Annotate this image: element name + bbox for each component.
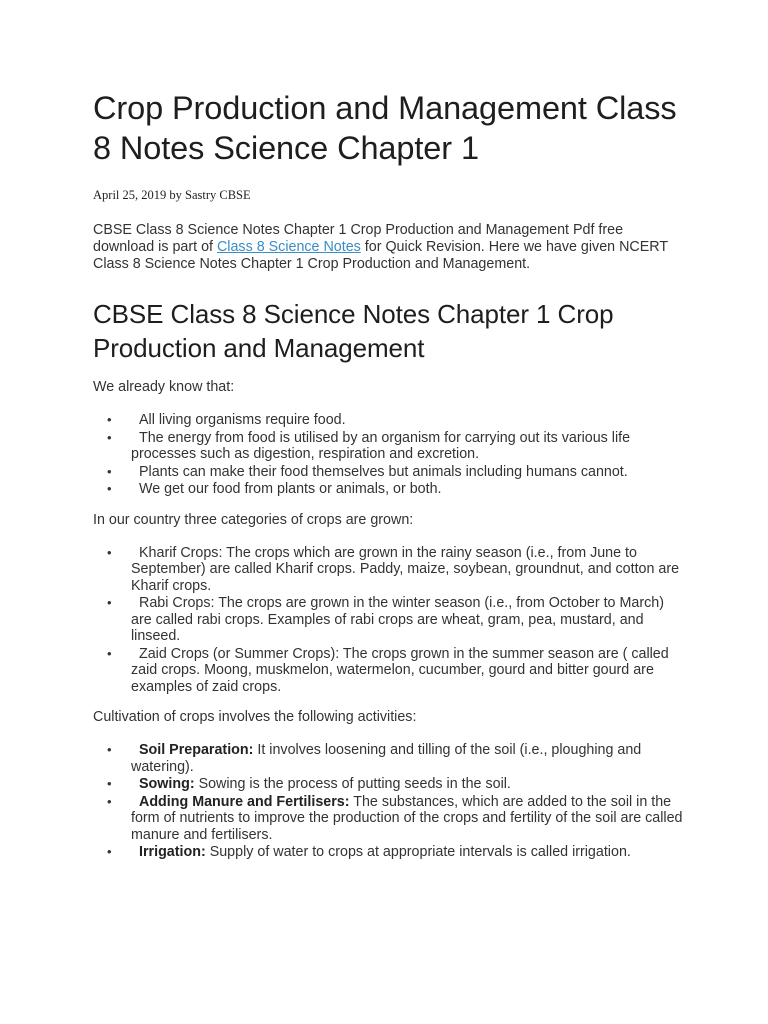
list-item [107, 429, 684, 463]
intro-text-before-link: CBSE Class 8 Science Notes Chapter 1 Crop Production and Management Pdf free download is part of [93, 222, 624, 255]
term-label: Sowing: [139, 776, 195, 792]
intro-paragraph [93, 222, 684, 273]
bullet-icon: • [107, 645, 112, 661]
bullet-icon: • [107, 595, 112, 610]
term-description: The substances, which are added to the soil in the form of nutrients to improve the production of the crops and fertility of the soil are called manure and fertilisers. [131, 793, 683, 843]
section1-lead: We already know that: [93, 379, 235, 395]
section3-lead: Cultivation of crops involves the following activities: [93, 709, 417, 725]
list-item [107, 793, 684, 844]
term-description: Supply of water to crops at appropriate intervals is called irrigation. [205, 844, 631, 860]
list-item-text: Kharif Crops: The crops which are grown in the rainy season (i.e., from June to September) are called Kharif crops. Paddy, maize, soybean, groundnut, and cotton are Kharif crops. [131, 544, 680, 594]
list-item-text [131, 742, 641, 775]
list-item [107, 544, 684, 595]
bullet-icon: • [107, 412, 112, 427]
list-item-text [131, 794, 683, 843]
term-description: It involves loosening and tilling of the soil (i.e., ploughing and watering). [131, 742, 642, 775]
section1-list [93, 412, 684, 498]
term-label: Irrigation: [139, 844, 206, 860]
bullet-icon: • [107, 776, 112, 791]
list-item-text [131, 844, 631, 860]
bullet-icon: • [107, 544, 112, 560]
bullet-icon: • [107, 481, 112, 496]
list-item [107, 645, 684, 696]
list-item-text: Zaid Crops (or Summer Crops): The crops grown in the summer season are ( called zaid crops. Moong, muskmelon, watermelon, cucumber, gourd and bitter gourd are examples of zaid crops. [131, 645, 669, 695]
list-item [107, 844, 684, 861]
list-item [107, 742, 684, 775]
page-title: Crop Production and Management Class 8 Notes Science Chapter 1 [93, 90, 677, 166]
list-item-text: Rabi Crops: The crops are grown in the winter season (i.e., from October to March) are called rabi crops. Examples of rabi crops are wheat, gram, pea, mustard, and linseed. [131, 595, 664, 644]
bullet-icon: • [107, 793, 112, 809]
term-label: Adding Manure and Fertilisers: [139, 793, 350, 810]
list-item-text: We get our food from plants or animals, or both. [139, 481, 442, 497]
term-label: Soil Preparation: [139, 742, 254, 758]
list-item-text: The energy from food is utilised by an organism for carrying out its various life processes such as digestion, respiration and excretion. [131, 429, 631, 462]
list-item [107, 412, 684, 429]
section2-lead: In our country three categories of crops are grown: [93, 511, 414, 528]
list-item [107, 463, 684, 481]
bullet-icon: • [107, 429, 112, 445]
term-description: Sowing is the process of putting seeds in the soil. [194, 776, 511, 792]
list-item [107, 595, 684, 645]
intro-text-after-link: for Quick Revision. Here we have given NCERT Class 8 Science Notes Chapter 1 Crop Production and Management. [93, 239, 668, 272]
bullet-icon: • [107, 844, 112, 859]
section-heading: CBSE Class 8 Science Notes Chapter 1 Crop Production and Management [93, 299, 614, 363]
list-item [107, 776, 684, 793]
section3-list [93, 742, 684, 861]
bullet-icon: • [107, 742, 112, 757]
section2-list [93, 545, 684, 696]
list-item-text: Plants can make their food themselves but animals including humans cannot. [139, 463, 628, 480]
class-8-science-notes-link[interactable]: Class 8 Science Notes [216, 239, 361, 255]
post-meta: April 25, 2019 by Sastry CBSE [93, 188, 251, 202]
bullet-icon: • [107, 463, 112, 479]
list-item [107, 481, 684, 498]
list-item-text [131, 776, 511, 792]
list-item-text: All living organisms require food. [139, 412, 346, 428]
